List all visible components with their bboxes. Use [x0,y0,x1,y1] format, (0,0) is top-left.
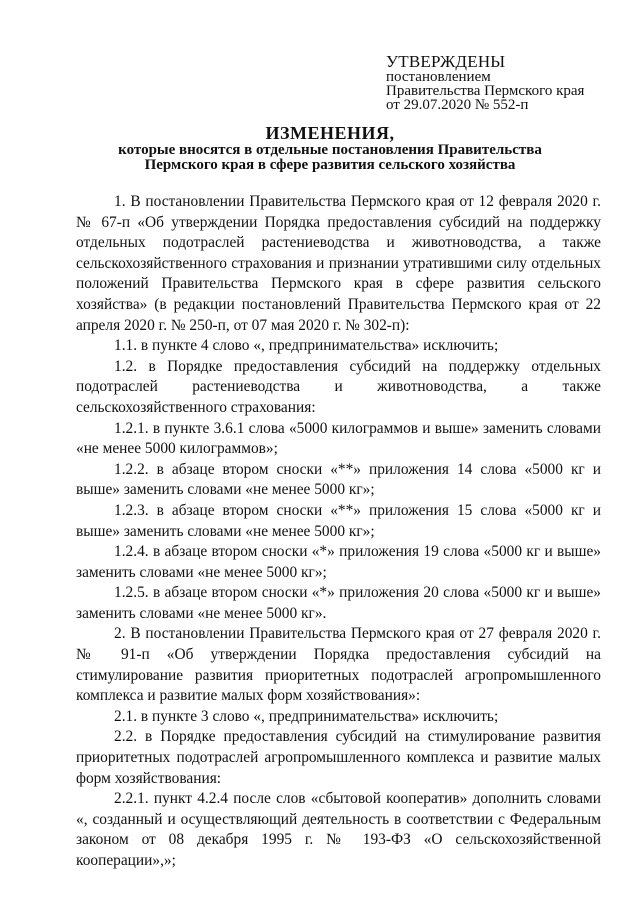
approval-line: постановлением [386,69,491,85]
paragraph: 1.2.1. в пункте 3.6.1 слова «5000 килограммов и выше» заменить словами «не менее 5000 килограммов»; [76,419,601,458]
paragraph: 1.2.2. в абзаце втором сноски «**» приложения 14 слова «5000 кг и выше» заменить словами «не менее 5000 кг»; [76,460,601,499]
approval-stamp [386,54,626,112]
document-subtitle [60,143,600,173]
paragraph: 1.2.3. в абзаце втором сноски «**» приложения 15 слова «5000 кг и выше» заменить словами «не менее 5000 кг»; [76,501,601,540]
approval-date: от 29.07.2020 № 552-п [386,97,529,113]
paragraph: 1.2. в Порядке предоставления субсидий на поддержку отдельных подотраслей растениеводства и животноводства, а также сельскохозяйственного страхования: [76,357,601,416]
approval-line: Правительства Пермского края [386,83,585,99]
paragraph: 2.1. в пункте 3 слово «, предпринимательства» исключить; [114,707,499,725]
paragraph: 2.2. в Порядке предоставления субсидий на стимулирование развития приоритетных подотраслей агропромышленного комплекса и развитие малых форм хозяйствования: [76,728,601,787]
document-title: ИЗМЕНЕНИЯ, [265,123,395,143]
subtitle-line: которые вносятся в отдельные постановления Правительства [118,142,542,158]
paragraph: 2.2.1. пункт 4.2.4 после слов «сбытовой кооператив» дополнить словами «, созданный и осуществляющий деятельность в соответствии с Федеральным законом от 08 декабря 1995 г. № 193-ФЗ «О сельскохозяйственной кооперации»,»; [76,790,601,869]
approval-heading: УТВЕРЖДЕНЫ [386,52,506,71]
subtitle-line: Пермского края в сфере развития сельского хозяйства [144,157,516,173]
paragraph: 1. В постановлении Правительства Пермского края от 12 февраля 2020 г. № 67-п «Об утверждении Порядка предоставления субсидий на поддержку отдельных подотраслей растениеводства и животноводства, а также сельскохозяйственного страхования и признании утратившими силу отдельных положений Правительства Пермского края в сфере развития сельского хозяйства» (в редакции постановлений Правительства Пермского края от 22 апреля 2020 г. № 250-п, от 07 мая 2020 г. № 302-п): [76,193,601,334]
paragraph: 1.1. в пункте 4 слово «, предпринимательства» исключить; [114,337,499,355]
paragraph: 2. В постановлении Правительства Пермского края от 27 февраля 2020 г. № 91-п «Об утверждении Порядка предоставления субсидий на стимулирование развития приоритетных подотраслей агропромышленного комплекса и развитие малых форм хозяйствования»: [76,625,601,705]
paragraph: 1.2.4. в абзаце втором сноски «*» приложения 19 слова «5000 кг и выше» заменить словами «не менее 5000 кг»; [76,543,601,581]
document-body [76,192,601,872]
paragraph: 1.2.5. в абзаце втором сноски «*» приложения 20 слова «5000 кг и выше» заменить словами «не менее 5000 кг». [76,584,601,622]
